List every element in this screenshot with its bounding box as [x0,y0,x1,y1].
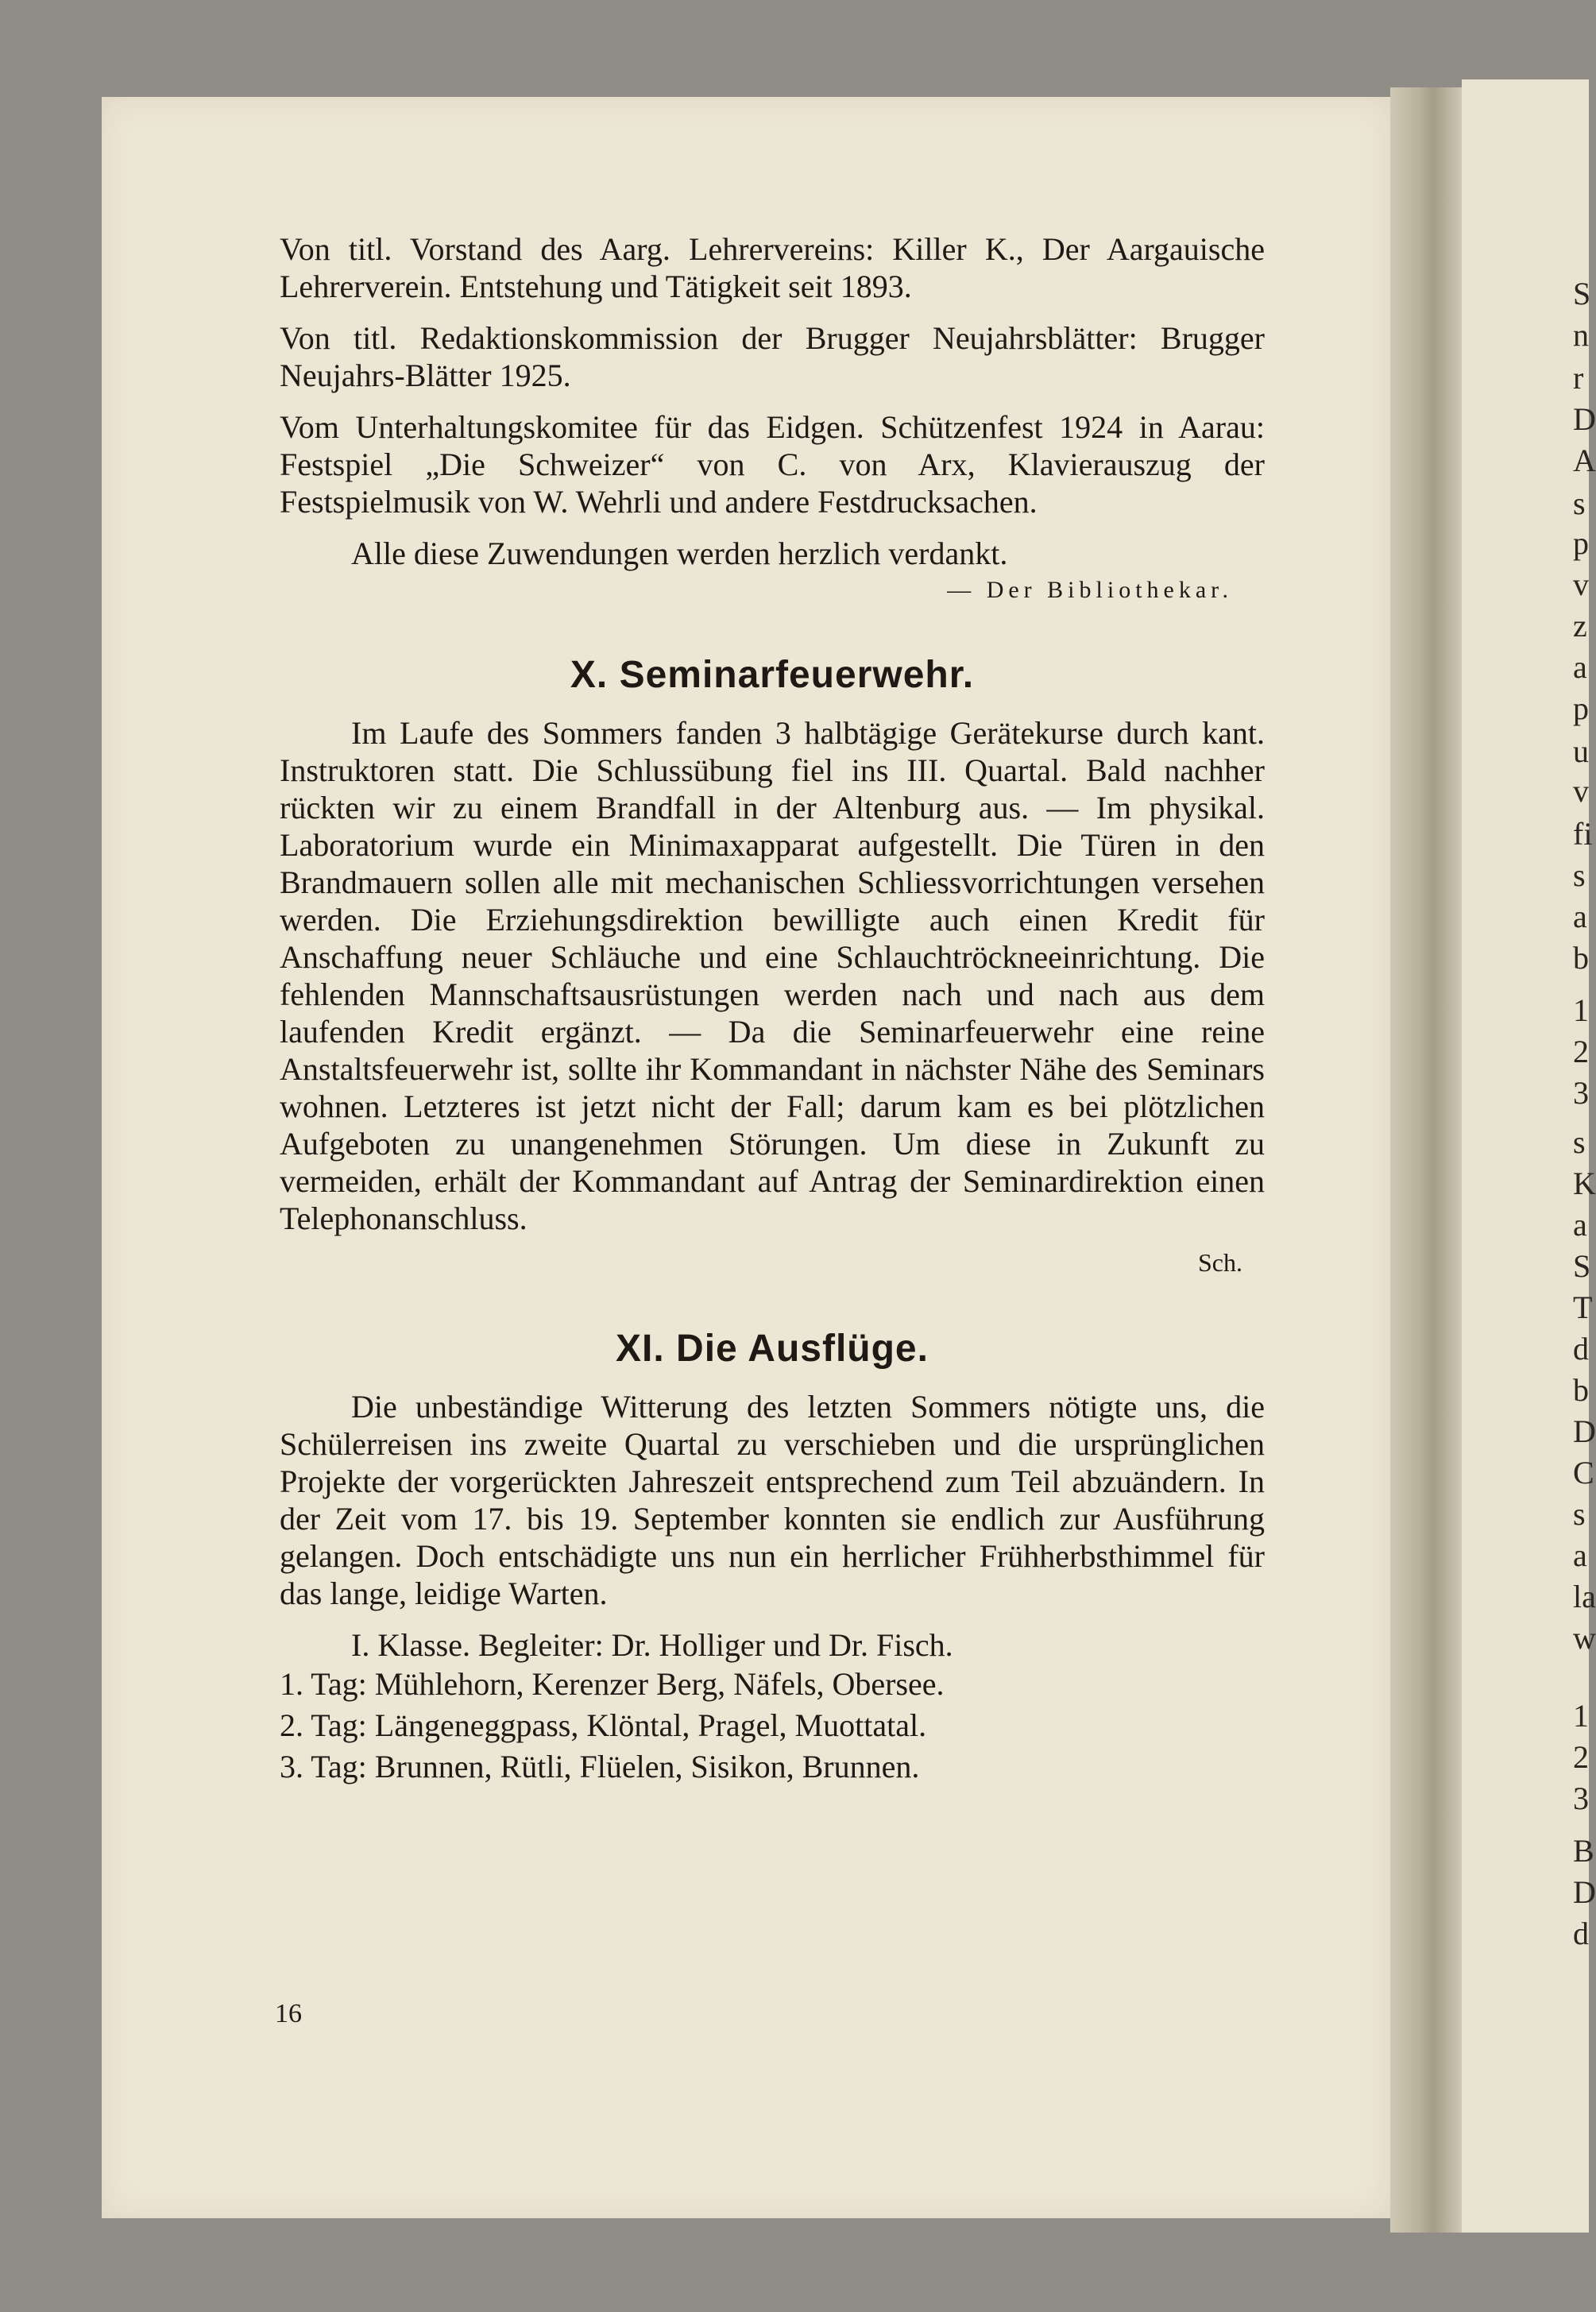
right-page-letter: 1 [1573,1698,1589,1734]
donation-komitee: Vom Unterhaltungskomitee für das Eidgen. Schützenfest 1924 in Aarau: Festspiel „Die Schweizer“ von C. von Arx, Klavierauszug der Festspielmusik von W. Wehrli und andere Festdrucksachen. [280,409,1265,520]
class-one-line: I. Klasse. Begleiter: Dr. Holliger und Dr. Fisch. [351,1627,953,1663]
right-page-letter: fi [1573,816,1593,852]
right-page-letter: v [1573,566,1589,602]
right-page-letter: s [1573,857,1586,893]
right-page-letter: n [1573,317,1589,353]
thanks-line: Alle diese Zuwendungen werden herzlich verdankt. [351,535,1008,571]
right-page-letter: p [1573,690,1589,726]
right-page-letter: d [1573,1916,1589,1951]
right-page-letter: A [1573,443,1596,478]
right-page-letter: 2 [1573,1739,1589,1775]
right-page-letter: 3 [1573,1780,1589,1816]
trip-list [280,1664,1265,1788]
book-spine [1390,87,1462,2233]
right-page-letter: b [1573,1372,1589,1408]
right-page-letter: s [1573,1124,1586,1160]
right-page-letter: p [1573,525,1589,561]
right-page-letter: a [1573,1537,1587,1573]
right-page-letter: u [1573,733,1589,769]
right-page-letter: D [1573,1874,1596,1910]
right-page-letter: T [1573,1289,1593,1325]
donation-vorstand: Von titl. Vorstand des Aarg. Lehrervereins: Killer K., Der Aargauische Lehrerverein. Entstehung und Tätigkeit seit 1893. [280,231,1265,304]
right-page-letter: S [1573,276,1591,311]
right-page-letter: S [1573,1248,1591,1284]
right-page-letter: a [1573,649,1587,685]
trip-day-3: 3. Tag: Brunnen, Rütli, Flüelen, Sisikon, Brunnen. [280,1749,920,1784]
right-page-letter: s [1573,1496,1586,1532]
right-page-letter: d [1573,1331,1589,1367]
right-page-letter: D [1573,401,1596,437]
right-page-letter: K [1573,1166,1596,1201]
section-xi-heading: XI. Die Ausflüge. [616,1328,929,1370]
right-page-letter: w [1573,1620,1596,1656]
right-page-letter: 3 [1573,1075,1589,1111]
right-page-edge [1462,79,1596,2233]
right-page-letter: 1 [1573,992,1589,1028]
librarian-signoff: — Der Bibliothekar. [947,577,1233,603]
section-x-author: Sch. [1198,1248,1242,1277]
right-page-letter: C [1573,1455,1594,1490]
right-page-letter: z [1573,608,1587,644]
right-page-letter: 2 [1573,1034,1589,1069]
right-page-letter: D [1573,1413,1596,1449]
right-page-letter: a [1573,1207,1587,1243]
right-page-letter: s [1573,485,1586,521]
page-content [280,230,1265,1788]
section-xi-text: Die unbeständige Witterung des letzten Sommers nötigte uns, die Schülerreisen ins zweite Quartal zu verschieben und die ursprünglichen Projekte der vorgerückten Jahreszeit entsprechend zum Teil abzuändern. In der Zeit vom 17. bis 19. September konnten sie endlich zur Ausführung gelangen. Doch entschädigte uns nun ein herrlicher Frühherbsthimmel für das lange, leidige Warten. [280,1389,1265,1611]
page-number: 16 [275,1999,302,2028]
trip-day-2: 2. Tag: Längeneggpass, Klöntal, Pragel, Muottatal. [280,1707,927,1743]
donation-redaktion: Von titl. Redaktionskommission der Brugger Neujahrsblätter: Brugger Neujahrs-Blätter 1925. [280,320,1265,393]
right-page-letter: B [1573,1833,1594,1869]
right-page-letter: v [1573,773,1589,809]
trip-day-1: 1. Tag: Mühlehorn, Kerenzer Berg, Näfels, Obersee. [280,1666,945,1702]
section-x-text: Im Laufe des Sommers fanden 3 halbtägige Gerätekurse durch kant. Instruktoren statt. Die Schlussübung fiel ins III. Quartal. Bald nachher rückten wir zu einem Brandfall in der Altenburg aus. — Im physikal. Laboratorium wurde ein Minimaxapparat aufgestellt. Die Türen in den Brandmauern sollen alle mit mechanischen Schliessvorrichtungen versehen werden. Die Erziehungsdirektion bewilligte auch einen Kredit für Anschaffung neuer Schläuche und eine Schlauchtröckneeinrichtung. Die fehlenden Mannschaftsausrüstungen werden nach und nach aus dem laufenden Kredit ergänzt. — Da die Seminarfeuerwehr eine reine Anstaltsfeuerwehr ist, sollte ihr Kommandant in nächster Nähe des Seminars wohnen. Letzteres ist jetzt nicht der Fall; darum kam es bei plötzlichen Aufgeboten zu unangenehmen Störungen. Um diese in Zukunft zu vermeiden, erhält der Kommandant auf Antrag der Seminardirektion einen Telephonanschluss. [280,715,1265,1236]
right-page-letter: a [1573,899,1587,934]
right-page-letter: la [1573,1579,1596,1614]
section-x-heading: X. Seminarfeuerwehr. [570,654,975,696]
right-page-letter: r [1573,360,1584,396]
right-page-letter: b [1573,940,1589,976]
